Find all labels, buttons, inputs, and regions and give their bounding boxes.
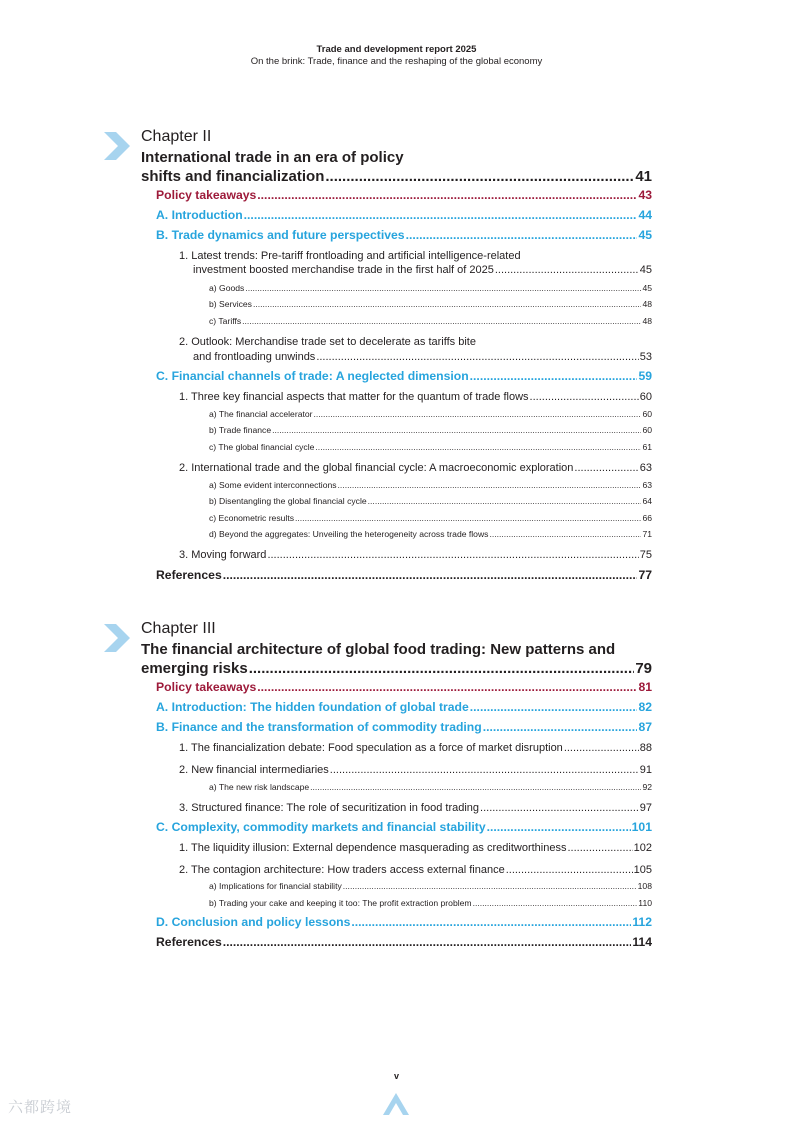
toc-entry-structured-finance[interactable]: 3. Structured finance: The role of securitization in food trading ..... 97 xyxy=(179,802,652,814)
toc-entry-section-b[interactable]: B. Finance and the transformation of commodity trading ..... 87 xyxy=(156,720,652,734)
page-number: v xyxy=(393,1071,399,1081)
toc-entry-profit-extraction[interactable]: b) Trading your cake and keeping it too: The profit extraction problem ..... 110 xyxy=(209,898,652,908)
chapter-title-line-2: shifts and financialization ..... 41 xyxy=(141,167,652,186)
toc-entry-new-intermediaries[interactable]: 2. New financial intermediaries ..... 91 xyxy=(179,764,652,776)
toc-entry-references[interactable]: References ..... 114 xyxy=(156,935,652,949)
chapter-title[interactable] xyxy=(141,640,652,678)
chapter-title-line-2: emerging risks ..... 79 xyxy=(141,659,652,678)
toc-entry-econometric-results[interactable]: c) Econometric results ..... 66 xyxy=(209,513,652,523)
toc-entry-section-b[interactable]: B. Trade dynamics and future perspectives ..... 45 xyxy=(156,228,652,242)
toc-entry-goods[interactable]: a) Goods ..... 45 xyxy=(209,283,652,293)
toc-entry-beyond-aggregates[interactable]: d) Beyond the aggregates: Unveiling the heterogeneity across trade flows ..... 71 xyxy=(209,529,652,539)
toc-entry-macroeconomic-exploration[interactable]: 2. International trade and the global financial cycle: A macroeconomic exploration ..... 63 xyxy=(179,462,652,474)
chapter-title-line-1: International trade in an era of policy xyxy=(141,149,404,166)
toc-entry-disentangling[interactable]: b) Disentangling the global financial cycle ..... 64 xyxy=(209,496,652,506)
toc-entry-interconnections[interactable]: a) Some evident interconnections ..... 63 xyxy=(209,480,652,490)
toc-entry-latest-trends-line-1[interactable]: 1. Latest trends: Pre-tariff frontloading and artificial intelligence-related xyxy=(179,250,521,262)
chapter-title[interactable] xyxy=(141,148,652,186)
toc-entry-contagion-architecture[interactable]: 2. The contagion architecture: How traders access external finance ..... 105 xyxy=(179,864,652,876)
toc-entry-trade-finance[interactable]: b) Trade finance ..... 60 xyxy=(209,425,652,435)
toc-entry-introduction[interactable]: A. Introduction ..... 44 xyxy=(156,208,652,222)
chapter-title-page: 41 xyxy=(635,168,652,185)
chapter-label: Chapter III xyxy=(141,620,216,637)
toc-entry-section-d[interactable]: D. Conclusion and policy lessons ..... 112 xyxy=(156,915,652,929)
chevron-right-icon xyxy=(104,132,130,160)
toc-entry-policy-takeaways[interactable]: Policy takeaways ..... 81 xyxy=(156,680,652,694)
report-title: Trade and development report 2025 xyxy=(316,44,477,55)
toc-entry-services[interactable]: b) Services ..... 48 xyxy=(209,299,652,309)
toc-entry-outlook[interactable]: and frontloading unwinds ..... 53 xyxy=(193,351,652,363)
toc-entry-moving-forward[interactable]: 3. Moving forward ..... 75 xyxy=(179,549,652,561)
toc-entry-outlook-line-1[interactable]: 2. Outlook: Merchandise trade set to decelerate as tariffs bite xyxy=(179,336,476,348)
chevron-right-icon xyxy=(104,624,130,652)
watermark: 六都跨境 xyxy=(8,1098,73,1116)
toc-entry-tariffs[interactable]: c) Tariffs ..... 48 xyxy=(209,316,652,326)
chapter-label: Chapter II xyxy=(141,128,212,145)
toc-entry-introduction[interactable]: A. Introduction: The hidden foundation of global trade ..... 82 xyxy=(156,700,652,714)
toc-entry-policy-takeaways[interactable]: Policy takeaways ..... 43 xyxy=(156,188,652,202)
chapter-title-page: 79 xyxy=(635,660,652,677)
toc-entry-references[interactable]: References ..... 77 xyxy=(156,568,652,582)
report-subtitle: On the brink: Trade, finance and the reshaping of the global economy xyxy=(250,56,543,67)
toc-entry-section-c[interactable]: C. Complexity, commodity markets and financial stability ..... 101 xyxy=(156,820,652,834)
toc-entry-liquidity-illusion[interactable]: 1. The liquidity illusion: External dependence masquerading as creditworthiness ..... 102 xyxy=(179,842,652,854)
chevron-up-icon[interactable] xyxy=(383,1089,409,1115)
toc-entry-global-financial-cycle[interactable]: c) The global financial cycle ..... 61 xyxy=(209,442,652,452)
toc-entry-three-key-aspects[interactable]: 1. Three key financial aspects that matter for the quantum of trade flows ..... 60 xyxy=(179,391,652,403)
toc-entry-financial-accelerator[interactable]: a) The financial accelerator ..... 60 xyxy=(209,409,652,419)
toc-entry-latest-trends[interactable]: investment boosted merchandise trade in the first half of 2025 ..... 45 xyxy=(193,264,652,276)
chapter-title-line-1: The financial architecture of global food trading: New patterns and xyxy=(141,641,616,658)
toc-entry-financialization-debate[interactable]: 1. The financialization debate: Food speculation as a force of market disruption ..... 88 xyxy=(179,742,652,754)
toc-entry-new-risk-landscape[interactable]: a) The new risk landscape ..... 92 xyxy=(209,782,652,792)
toc-entry-section-c[interactable]: C. Financial channels of trade: A neglected dimension ..... 59 xyxy=(156,369,652,383)
toc-entry-implications[interactable]: a) Implications for financial stability ..... 108 xyxy=(209,881,652,891)
